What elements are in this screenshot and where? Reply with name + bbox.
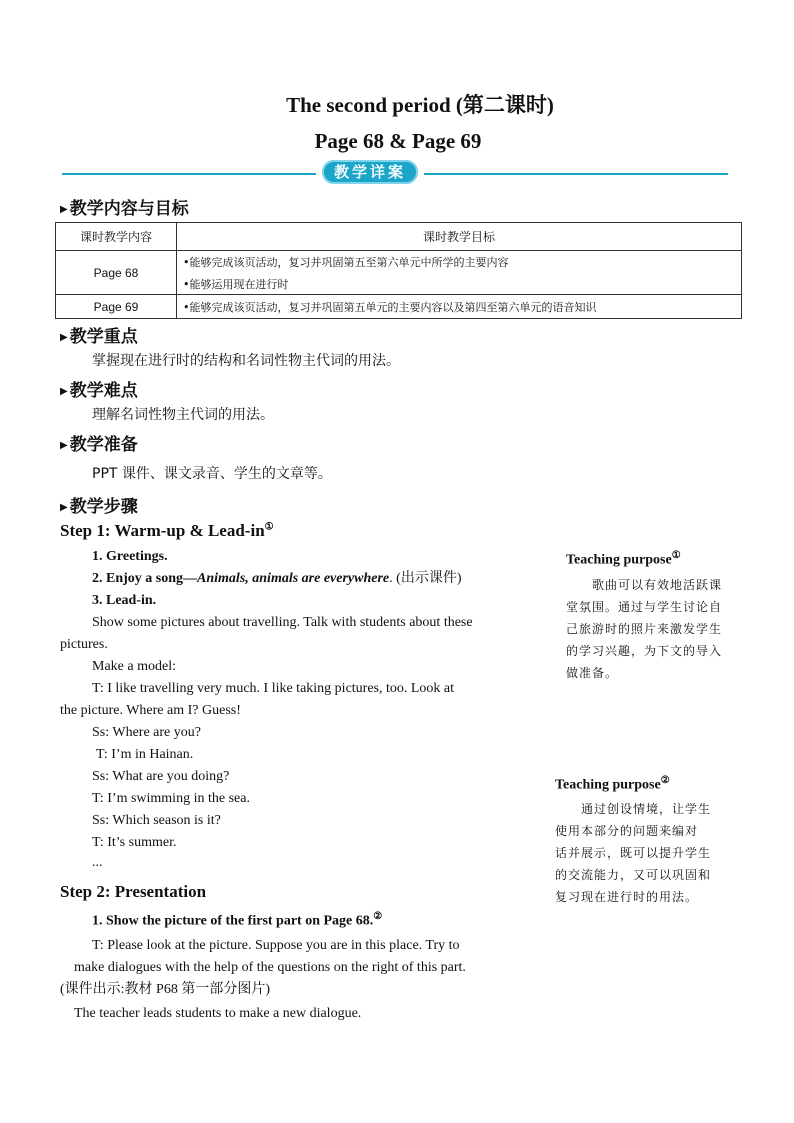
dialogue-line: T: I’m in Hainan. xyxy=(96,747,194,762)
dialogue-line: T: I’m swimming in the sea. xyxy=(92,791,250,806)
section-heading: 教学步骤 xyxy=(69,497,138,517)
objectives-table xyxy=(55,222,742,319)
sidebar-line: 歌曲可以有效地活跃课 xyxy=(592,578,723,592)
triangle-bullet-icon: ▶ xyxy=(60,440,68,451)
footnote-marker: ① xyxy=(264,521,274,533)
table-header-cell: 课时教学目标 xyxy=(177,223,742,251)
table-header-cell: 课时教学内容 xyxy=(56,223,177,251)
section-heading: 教学难点 xyxy=(69,381,138,401)
dialogue-line: Ss: Where are you? xyxy=(92,725,201,740)
preparation-text: PPT 课件、课文录音、学生的文章等。 xyxy=(92,466,332,482)
section-difficulties xyxy=(60,376,138,401)
section-content-goals xyxy=(60,194,189,219)
step1-body xyxy=(60,546,530,872)
sidebar-line: 的学习兴趣，为下文的导入 xyxy=(566,644,723,658)
song-intro: 2. Enjoy a song— xyxy=(92,571,198,586)
section-heading: 教学内容与目标 xyxy=(69,199,189,219)
step1-item-greetings: 1. Greetings. xyxy=(92,549,168,564)
footnote-marker: ② xyxy=(660,775,670,786)
section-steps xyxy=(60,492,138,517)
ellipsis: ... xyxy=(92,855,103,870)
teaching-purpose-1-text xyxy=(566,574,746,684)
triangle-bullet-icon: ▶ xyxy=(60,204,68,215)
teaching-purpose-label: Teaching purpose xyxy=(555,777,661,793)
sidebar-line: 通过创设情境，让学生 xyxy=(581,802,712,816)
step1-title xyxy=(60,521,274,541)
body-line: Show some pictures about travelling. Talk with students about these xyxy=(92,615,473,630)
triangle-bullet-icon: ▶ xyxy=(60,332,68,343)
step2-item-text: 1. Show the picture of the first part on Page 68. xyxy=(92,913,374,929)
dialogue-line: Ss: What are you doing? xyxy=(92,769,230,784)
step2-body xyxy=(60,906,530,1025)
section-preparation xyxy=(60,430,138,455)
goal-line: •能够完成该页活动，复习并巩固第五单元的主要内容以及第四至第六单元的语音知识 xyxy=(183,300,597,314)
body-line: the picture. Where am I? Guess! xyxy=(60,703,241,718)
sidebar-line: 堂氛围。通过与学生讨论自 xyxy=(566,600,723,614)
triangle-bullet-icon: ▶ xyxy=(60,502,68,513)
song-note: . (出示课件) xyxy=(389,571,462,586)
footnote-marker: ① xyxy=(671,550,681,561)
sidebar-line: 话并展示，既可以提升学生 xyxy=(555,846,712,860)
triangle-bullet-icon: ▶ xyxy=(60,386,68,397)
sidebar-line: 的交流能力，又可以巩固和 xyxy=(555,868,712,882)
sidebar-line: 复习现在进行时的用法。 xyxy=(555,890,699,904)
step2-item-show-picture xyxy=(60,906,530,933)
step1-item-song xyxy=(60,568,530,590)
section-heading: 教学重点 xyxy=(69,327,138,347)
body-line: pictures. xyxy=(60,637,108,652)
plan-badge: 教学详案 xyxy=(322,160,418,184)
step1-item-leadin: 3. Lead-in. xyxy=(92,593,157,608)
body-line: (课件出示:教材 P68 第一部分图片) xyxy=(60,981,270,997)
teaching-purpose-1-heading xyxy=(566,550,681,569)
teaching-purpose-2-heading xyxy=(555,775,670,794)
badge-wrapper xyxy=(316,161,424,182)
body-line: Make a model: xyxy=(92,659,176,674)
teaching-purpose-label: Teaching purpose xyxy=(566,552,672,568)
sidebar-line: 己旅游时的照片来激发学生 xyxy=(566,622,723,636)
step1-title-text: Step 1: Warm-up & Lead-in xyxy=(60,521,265,540)
body-line: T: I like travelling very much. I like taking pictures, too. Look at xyxy=(92,681,455,696)
body-line: make dialogues with the help of the questions on the right of this part. xyxy=(74,959,466,975)
body-line: T: Please look at the picture. Suppose you are in this place. Try to xyxy=(92,937,460,953)
body-line: The teacher leads students to make a new dialogue. xyxy=(74,1005,362,1021)
difficulties-text: 理解名词性物主代词的用法。 xyxy=(92,407,274,423)
page-subtitle: Page 68 & Page 69 xyxy=(314,129,482,153)
page-title: The second period (第二课时) xyxy=(286,93,554,117)
table-cell-goals xyxy=(177,295,742,319)
table-cell-page: Page 68 xyxy=(56,251,177,295)
teaching-purpose-2-text xyxy=(555,798,735,908)
sidebar-line: 做准备。 xyxy=(566,666,619,680)
goal-line: •能够完成该页活动，复习并巩固第五至第六单元中所学的主要内容 xyxy=(183,255,509,269)
dialogue-line: Ss: Which season is it? xyxy=(92,813,221,828)
step2-title: Step 2: Presentation xyxy=(60,882,207,901)
table-cell-page: Page 69 xyxy=(56,295,177,319)
sidebar-line: 使用本部分的问题来编对 xyxy=(555,824,699,838)
table-header-row xyxy=(56,223,742,251)
footnote-marker: ② xyxy=(373,911,383,922)
table-row xyxy=(56,251,742,295)
section-heading: 教学准备 xyxy=(69,435,138,455)
song-title: Animals, animals are everywhere xyxy=(197,571,390,586)
table-row xyxy=(56,295,742,319)
section-key-points xyxy=(60,322,138,347)
goal-line: •能够运用现在进行时 xyxy=(183,277,289,291)
key-points-text: 掌握现在进行时的结构和名词性物主代词的用法。 xyxy=(92,353,400,369)
dialogue-line: T: It’s summer. xyxy=(92,835,177,850)
table-cell-goals xyxy=(177,251,742,295)
